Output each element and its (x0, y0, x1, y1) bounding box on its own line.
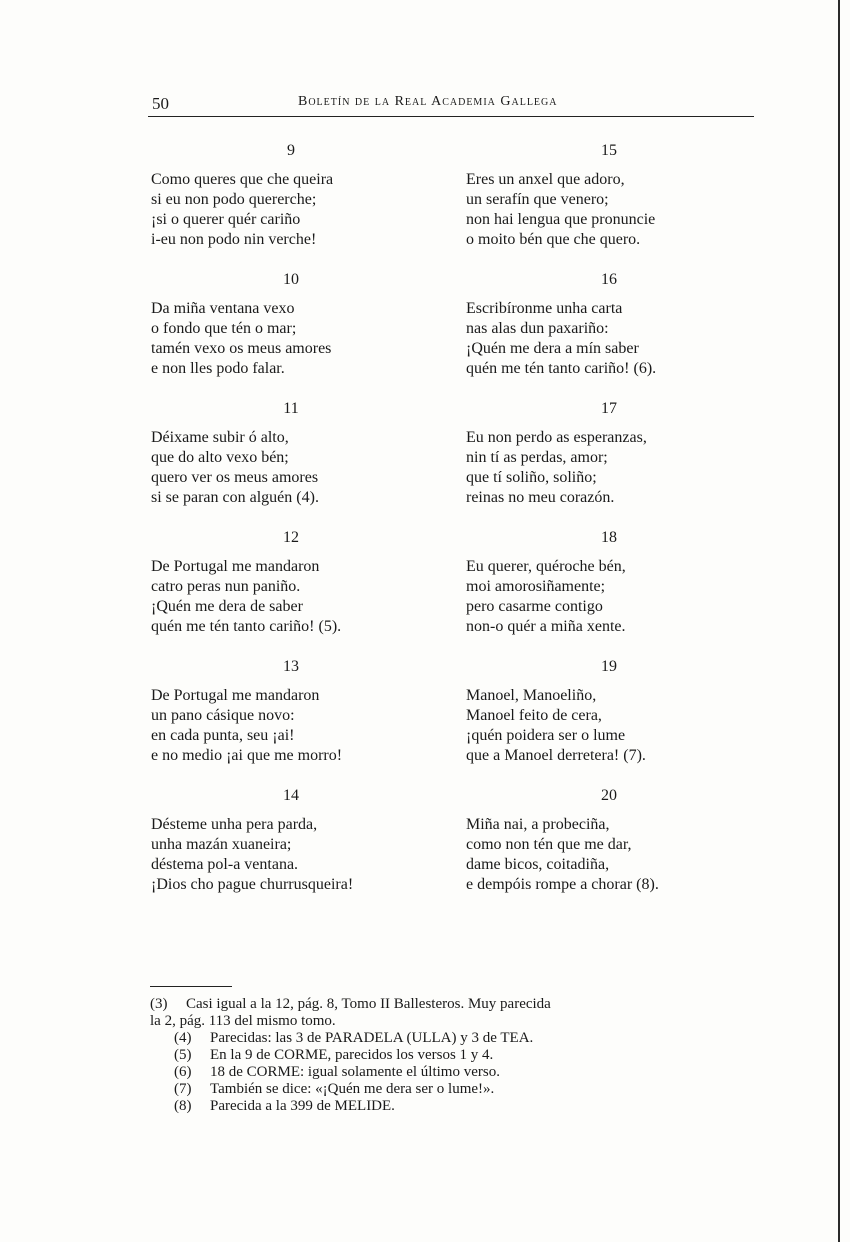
verse-line: De Portugal me mandaron (151, 687, 320, 704)
verse-line: o fondo que tén o mar; (151, 320, 297, 337)
stanza-number: 20 (601, 787, 617, 804)
verse-line: tamén vexo os meus amores (151, 340, 332, 357)
verse-line: ¡Quén me dera de saber (151, 598, 303, 615)
stanza-number: 12 (283, 529, 299, 546)
running-title: Boletín de la Real Academia Gallega (298, 94, 558, 109)
footnote (150, 1098, 770, 1115)
stanza (151, 656, 441, 785)
scan-edge-line (838, 0, 840, 1242)
footnotes (150, 996, 770, 1115)
footnote (150, 1081, 770, 1098)
footnote-marker: (5) (174, 1047, 192, 1063)
stanza-number: 16 (601, 271, 617, 288)
verse-line: nin tí as perdas, amor; (466, 449, 608, 466)
verse-line: quén me tén tanto cariño! (5). (151, 618, 342, 635)
verse-line: moi amorosiñamente; (466, 578, 606, 595)
verse-line: e dempóis rompe a chorar (8). (466, 876, 659, 893)
stanza (466, 398, 756, 527)
verse-line: Eu non perdo as esperanzas, (466, 429, 647, 446)
verse-line: que tí soliño, soliño; (466, 469, 597, 486)
stanza (151, 398, 441, 527)
verse-line: Manoel feito de cera, (466, 707, 602, 724)
stanza (466, 785, 756, 914)
stanza-number: 18 (601, 529, 617, 546)
page-number: 50 (152, 94, 169, 113)
verse-line: si se paran con alguén (4). (151, 489, 319, 506)
stanza (151, 527, 441, 656)
left-column (151, 140, 441, 914)
stanza-number: 14 (283, 787, 299, 804)
verse-line: Como queres que che queira (151, 171, 334, 188)
verse-line: quero ver os meus amores (151, 469, 319, 486)
verse-line: ¡si o querer quér cariño (151, 211, 301, 228)
right-column (466, 140, 756, 914)
verse-line: ¡quén poidera ser o lume (466, 727, 626, 744)
verse-line: e no medio ¡ai que me morro! (151, 747, 343, 764)
verse-line: ¡Dios cho pague churrusqueira! (151, 876, 354, 893)
verse-line: que do alto vexo bén; (151, 449, 289, 466)
footnote-marker: (3) (150, 996, 168, 1012)
verse-line: non hai lengua que pronuncie (466, 211, 656, 228)
stanza-number: 15 (601, 142, 617, 159)
verse-line: dame bicos, coitadiña, (466, 856, 610, 873)
footnote (150, 1030, 770, 1047)
verse-line: Déixame subir ó alto, (151, 429, 289, 446)
footnote-marker: (8) (174, 1098, 192, 1114)
footnote-marker: (4) (174, 1030, 192, 1046)
verse-line: quén me tén tanto cariño! (6). (466, 360, 657, 377)
stanza-number: 19 (601, 658, 617, 675)
stanza-number: 17 (601, 400, 617, 417)
verse-line: Da miña ventana vexo (151, 300, 295, 317)
stanza-number: 11 (283, 400, 299, 417)
stanza (466, 527, 756, 656)
verse-line: Eu querer, quéroche bén, (466, 558, 626, 575)
verse-line: Escribíronme unha carta (466, 300, 623, 317)
verse-line: unha mazán xuaneira; (151, 836, 292, 853)
verse-line: Eres un anxel que adoro, (466, 171, 625, 188)
verse-line: que a Manoel derretera! (7). (466, 747, 646, 764)
verse-line: e non lles podo falar. (151, 360, 285, 377)
verse-line: De Portugal me mandaron (151, 558, 320, 575)
stanza-number: 10 (283, 271, 299, 288)
footnote-marker: (7) (174, 1081, 192, 1097)
verse-line: ¡Quén me dera a mín saber (466, 340, 639, 357)
footnote-text: Casi igual a la 12, pág. 8, Tomo II Ballesteros. Muy parecida (186, 996, 551, 1012)
footnote (150, 1047, 770, 1064)
stanza (466, 269, 756, 398)
verse-line: i-eu non podo nin verche! (151, 231, 317, 248)
footnote-divider (150, 986, 232, 987)
verse-line: un serafín que venero; (466, 191, 609, 208)
footnote-text: 18 de CORME: igual solamente el último verso. (210, 1064, 500, 1080)
verse-line: en cada punta, seu ¡ai! (151, 727, 295, 744)
verse-line: catro peras nun paniño. (151, 578, 301, 595)
verse-line: déstema pol-a ventana. (151, 856, 299, 873)
verse-line: si eu non podo quererche; (151, 191, 317, 208)
stanza (151, 140, 441, 269)
verse-line: Miña nai, a probeciña, (466, 816, 610, 833)
verse-line: un pano cásique novo: (151, 707, 295, 724)
verse-line: nas alas dun paxariño: (466, 320, 609, 337)
footnote-marker: (6) (174, 1064, 192, 1080)
footnote-text: Parecida a la 399 de MELIDE. (210, 1098, 395, 1114)
stanza (466, 140, 756, 269)
footnote-text: Parecidas: las 3 de PARADELA (ULLA) y 3 de TEA. (210, 1030, 534, 1046)
page-header (148, 94, 754, 117)
verse-line: pero casarme contigo (466, 598, 603, 615)
verse-line: como non tén que me dar, (466, 836, 632, 853)
verse-line: non-o quér a miña xente. (466, 618, 626, 635)
stanza (466, 656, 756, 785)
verse-line: Manoel, Manoeliño, (466, 687, 597, 704)
verse-line: o moito bén que che quero. (466, 231, 641, 248)
verse-line: Désteme unha pera parda, (151, 816, 318, 833)
footnote-continuation: la 2, pág. 113 del mismo tomo. (150, 1013, 336, 1029)
footnote-text: También se dice: «¡Quén me dera ser o lume!». (210, 1081, 495, 1097)
stanza (151, 785, 441, 914)
verse-line: reinas no meu corazón. (466, 489, 615, 506)
footnote (150, 996, 770, 1013)
stanza (151, 269, 441, 398)
stanza-number: 13 (283, 658, 299, 675)
stanza-number: 9 (287, 142, 295, 159)
footnote-text: En la 9 de CORME, parecidos los versos 1 y 4. (210, 1047, 494, 1063)
footnote (150, 1064, 770, 1081)
